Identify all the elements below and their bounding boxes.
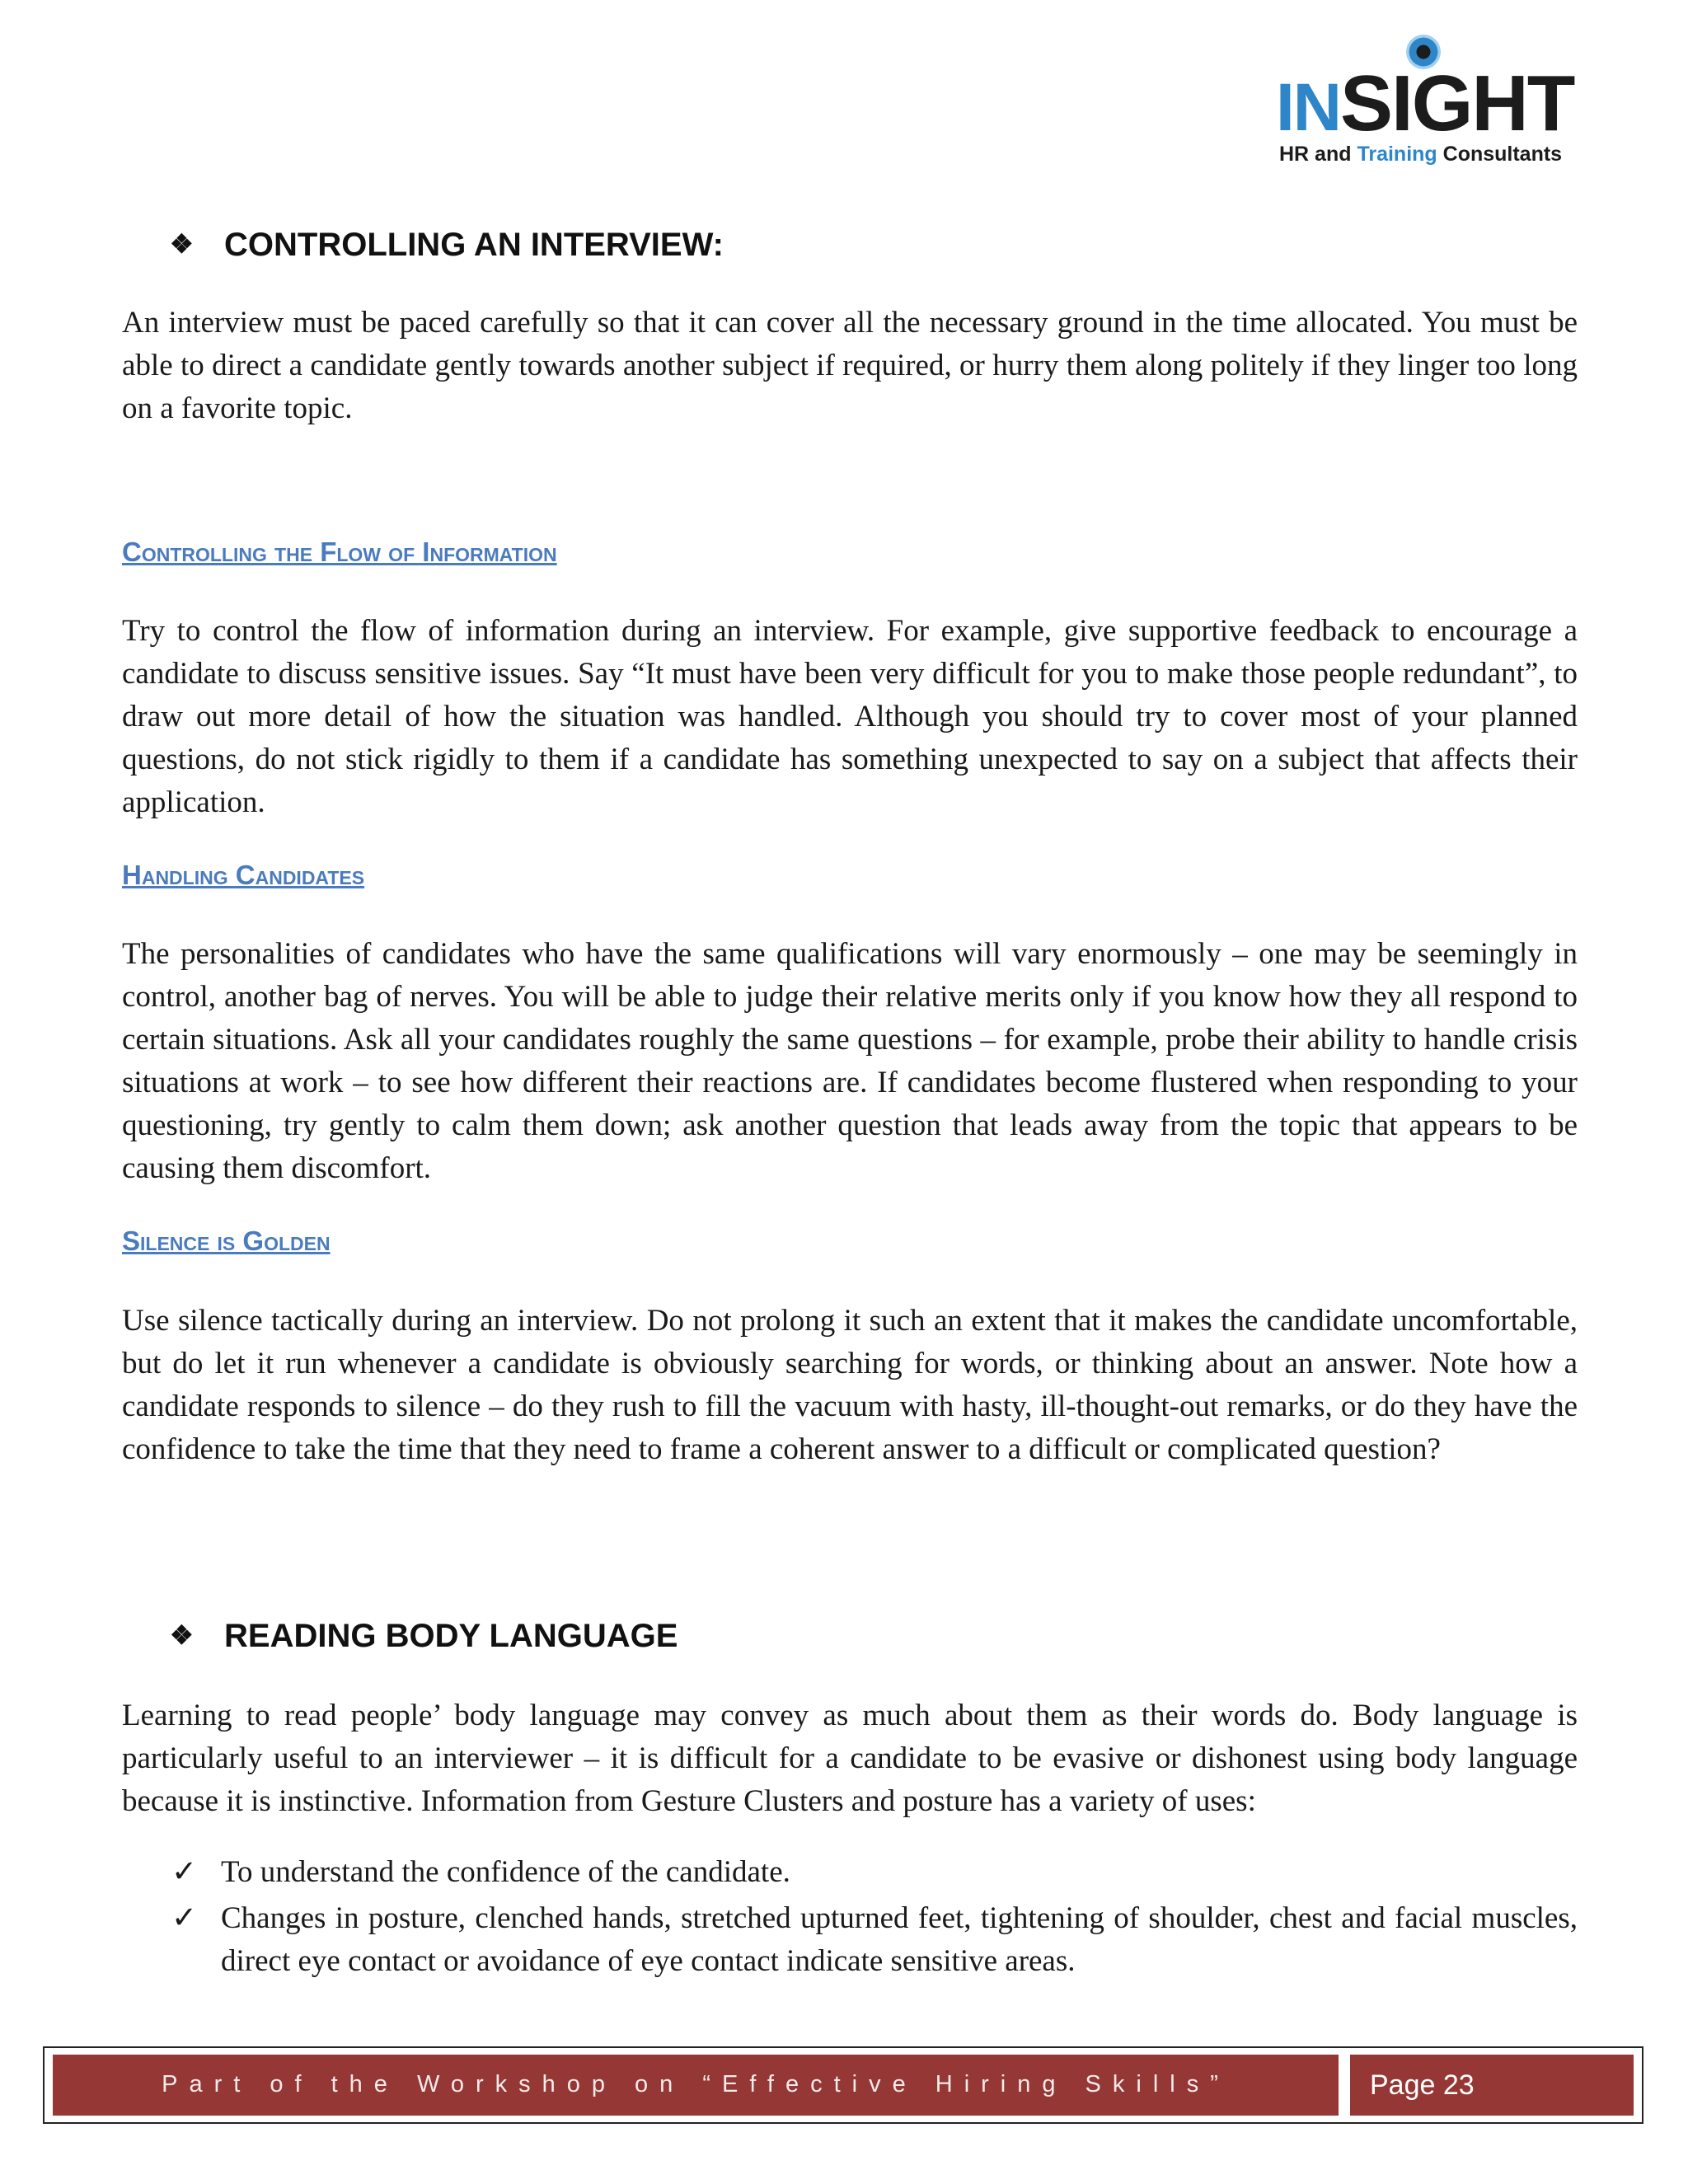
- diamond-bullet-icon: ❖: [170, 1620, 194, 1650]
- list-item: ✓ To understand the confidence of the candidate.: [122, 1851, 1578, 1894]
- logo-wordmark: INSIGHT: [1276, 59, 1574, 148]
- logo-tagline: HR and Training Consultants: [1279, 143, 1563, 166]
- page-number: Page 23: [1345, 2055, 1634, 2116]
- paragraph-silence-is-golden: Use silence tactically during an interview. Do not prolong it such an extent that it makes the candidate uncomfortable, but do let it run whenever a candidate is obviously searching for words, or thinking about an answer. Note how a candidate responds to silence – do they rush to fill the vacuum with hasty, ill-thought-out remarks, or do they have the confidence to take the time that they need to frame a coherent answer to a difficult or complicated question?: [122, 1304, 1578, 1466]
- heading-controlling-interview: ❖ CONTROLLING AN INTERVIEW:: [170, 227, 724, 263]
- subheading-handling-candidates: Handling Candidates: [122, 860, 365, 890]
- paragraph-reading-body-language: Learning to read people’ body language may convey as much about them as their words do. Body language is particularly useful to an interviewer – it is difficult for a candidate to be evasive or dishonest using body language because it is instinctive. Information from Gesture Clusters and posture has a variety of uses:: [122, 1699, 1578, 1818]
- page-footer: [43, 2046, 1643, 2124]
- body-language-list: [122, 1851, 1578, 1986]
- subheading-flow-of-information: Controlling the Flow of Information: [122, 537, 557, 567]
- footer-workshop-text: Part of the Workshop on “Effective Hiring Skills”: [53, 2055, 1339, 2116]
- list-item: ✓ Changes in posture, clenched hands, stretched upturned feet, tightening of shoulder, chest and facial muscles, direct eye contact or avoidance of eye contact indicate sensitive areas.: [122, 1897, 1578, 1983]
- checkmark-icon: ✓: [171, 1901, 198, 1935]
- diamond-bullet-icon: ❖: [170, 229, 194, 259]
- subheading-silence-is-golden: Silence is Golden: [122, 1226, 331, 1256]
- checkmark-icon: ✓: [171, 1855, 198, 1889]
- paragraph-flow-of-information: Try to control the flow of information during an interview. For example, give supportive feedback to encourage a candidate to discuss sensitive issues. Say “It must have been very difficult for you to make those people redundant”, to draw out more detail of how the situation was handled. Although you should try to cover most of your planned questions, do not stick rigidly to them if a candidate has something unexpected to say on a subject that affects their application.: [122, 614, 1578, 819]
- paragraph-handling-candidates: The personalities of candidates who have the same qualifications will vary enormously – one may be seemingly in control, another bag of nerves. You will be able to judge their relative merits only if you know how they all respond to certain situations. Ask all your candidates roughly the same questions – for example, probe their ability to handle crisis situations at work – to see how different their reactions are. If candidates become flustered when responding to your questioning, try gently to calm them down; ask another question that leads away from the topic that appears to be causing them discomfort.: [122, 937, 1578, 1185]
- heading-reading-body-language: ❖ READING BODY LANGUAGE: [170, 1618, 678, 1654]
- insight-logo: [1276, 31, 1606, 171]
- paragraph-controlling-interview: An interview must be paced carefully so that it can cover all the necessary ground in the time allocated. You must be able to direct a candidate gently towards another subject if required, or hurry them along politely if they linger too long on a favorite topic.: [122, 306, 1578, 425]
